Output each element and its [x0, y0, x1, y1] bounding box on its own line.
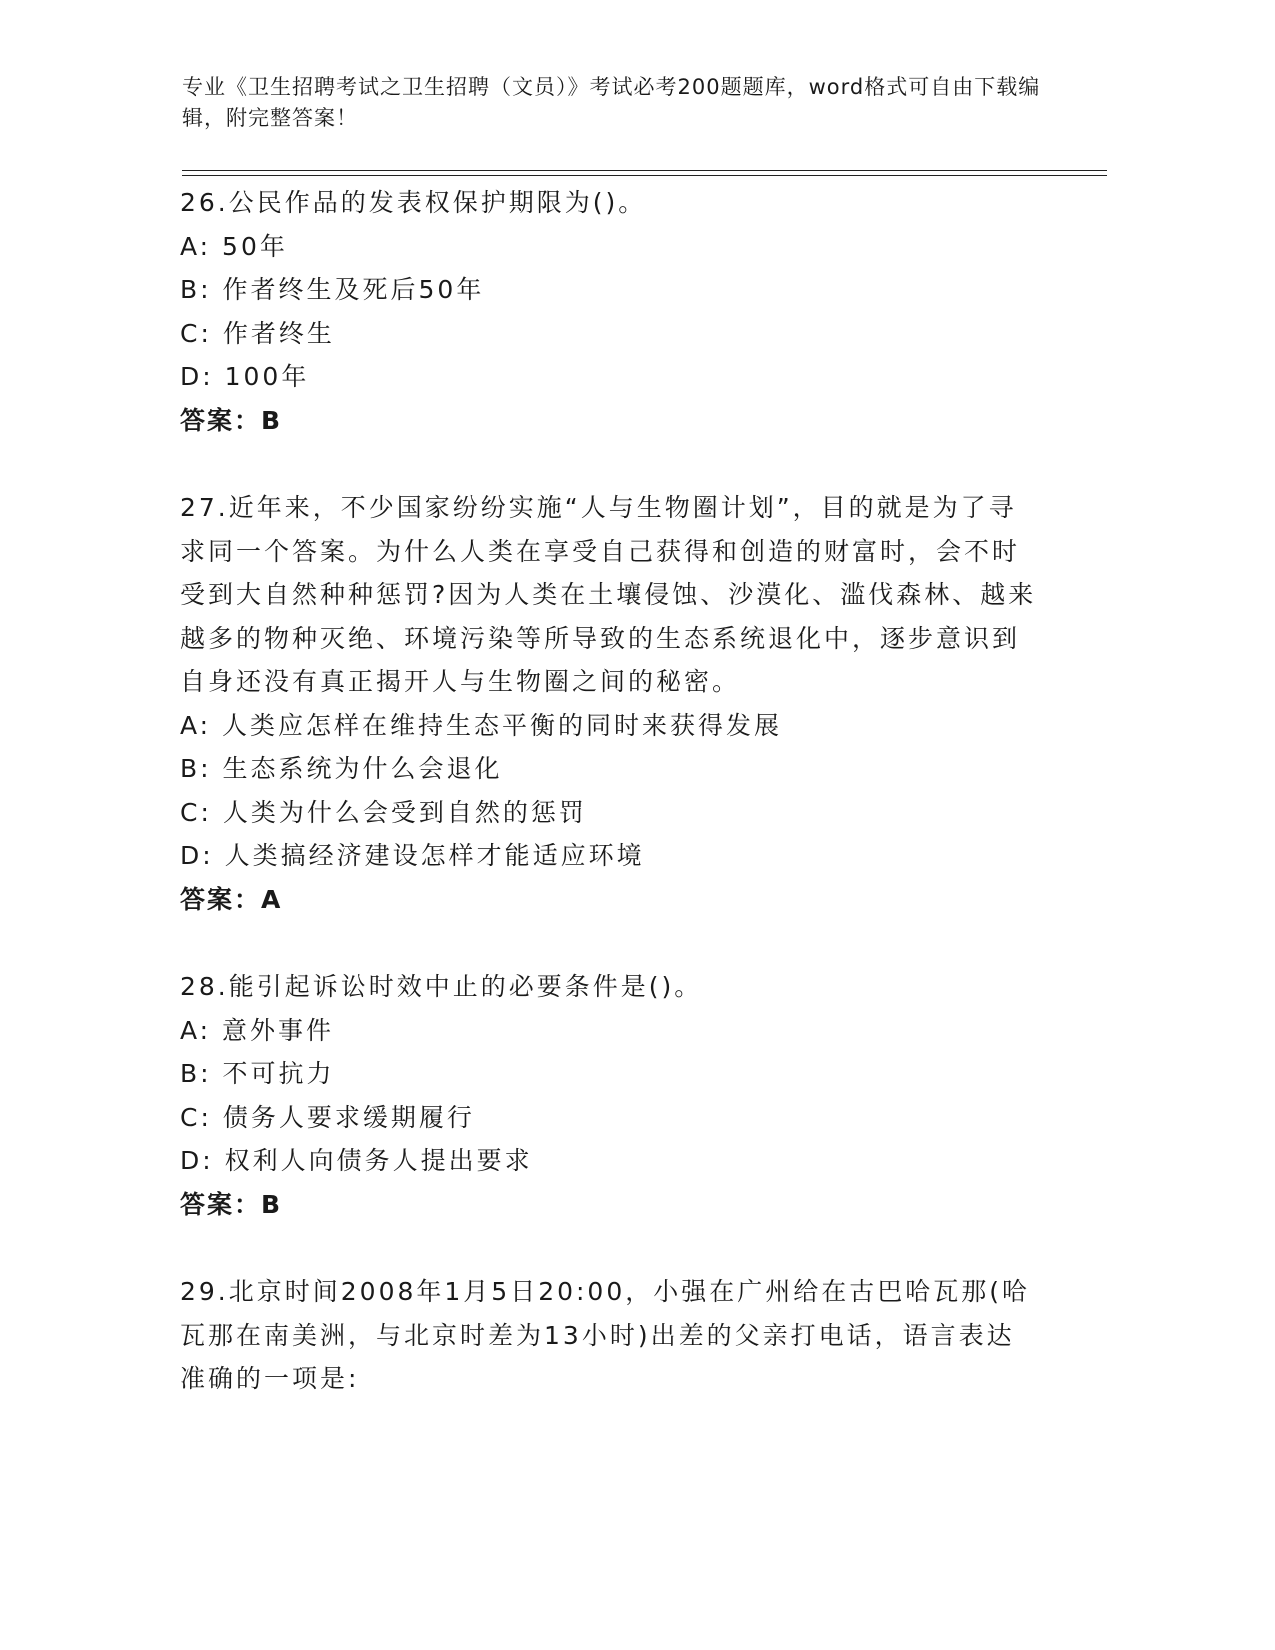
option-b: B: 作者终生及死后50年 — [180, 275, 485, 304]
option-a: A: 意外事件 — [180, 1015, 335, 1045]
question-27 — [180, 486, 1040, 921]
question-26 — [180, 181, 1040, 442]
option-c: C: 债务人要求缓期履行 — [180, 1102, 475, 1132]
question-28 — [180, 965, 1040, 1226]
option-d: D: 权利人向债务人提出要求 — [180, 1146, 533, 1175]
option-d: D: 100年 — [180, 362, 310, 391]
answer: 答案：B — [180, 405, 283, 435]
question-text: 27.近年来，不少国家纷纷实施“人与生物圈计划”，目的就是为了寻求同一个答案。为什么人类在享受自己获得和创造的财富时，会不时受到大自然种种惩罚?因为人类在土壤侵蚀、沙漠化、滥伐森林、越来越多的物种灭绝、环境污染等所导致的生态系统退化中，逐步意识到自身还没有真正揭开人与生物圈之间的秘密。 — [180, 493, 1037, 696]
document-description: 专业《卫生招聘考试之卫生招聘（文员）》考试必考200题题库，word格式可自由下载编辑，附完整答案！ — [182, 75, 1041, 130]
question-text: 29.北京时间2008年1月5日20:00，小强在广州给在古巴哈瓦那(哈瓦那在南美洲，与北京时差为13小时)出差的父亲打电话，语言表达准确的一项是: — [180, 1277, 1030, 1393]
question-text: 28.能引起诉讼时效中止的必要条件是()。 — [180, 972, 703, 1001]
question-29 — [180, 1270, 1040, 1401]
option-a: A: 50年 — [180, 231, 288, 261]
option-c: C: 人类为什么会受到自然的惩罚 — [180, 797, 587, 827]
header-divider-second — [182, 175, 1107, 176]
question-text: 26.公民作品的发表权保护期限为()。 — [180, 188, 647, 217]
header-divider — [182, 170, 1107, 171]
option-c: C: 作者终生 — [180, 318, 335, 348]
option-a: A: 人类应怎样在维持生态平衡的同时来获得发展 — [180, 710, 783, 740]
answer: 答案：B — [180, 1189, 283, 1219]
answer: 答案：A — [180, 884, 283, 914]
option-d: D: 人类搞经济建设怎样才能适应环境 — [180, 841, 645, 870]
option-b: B: 生态系统为什么会退化 — [180, 754, 503, 783]
option-b: B: 不可抗力 — [180, 1059, 335, 1088]
